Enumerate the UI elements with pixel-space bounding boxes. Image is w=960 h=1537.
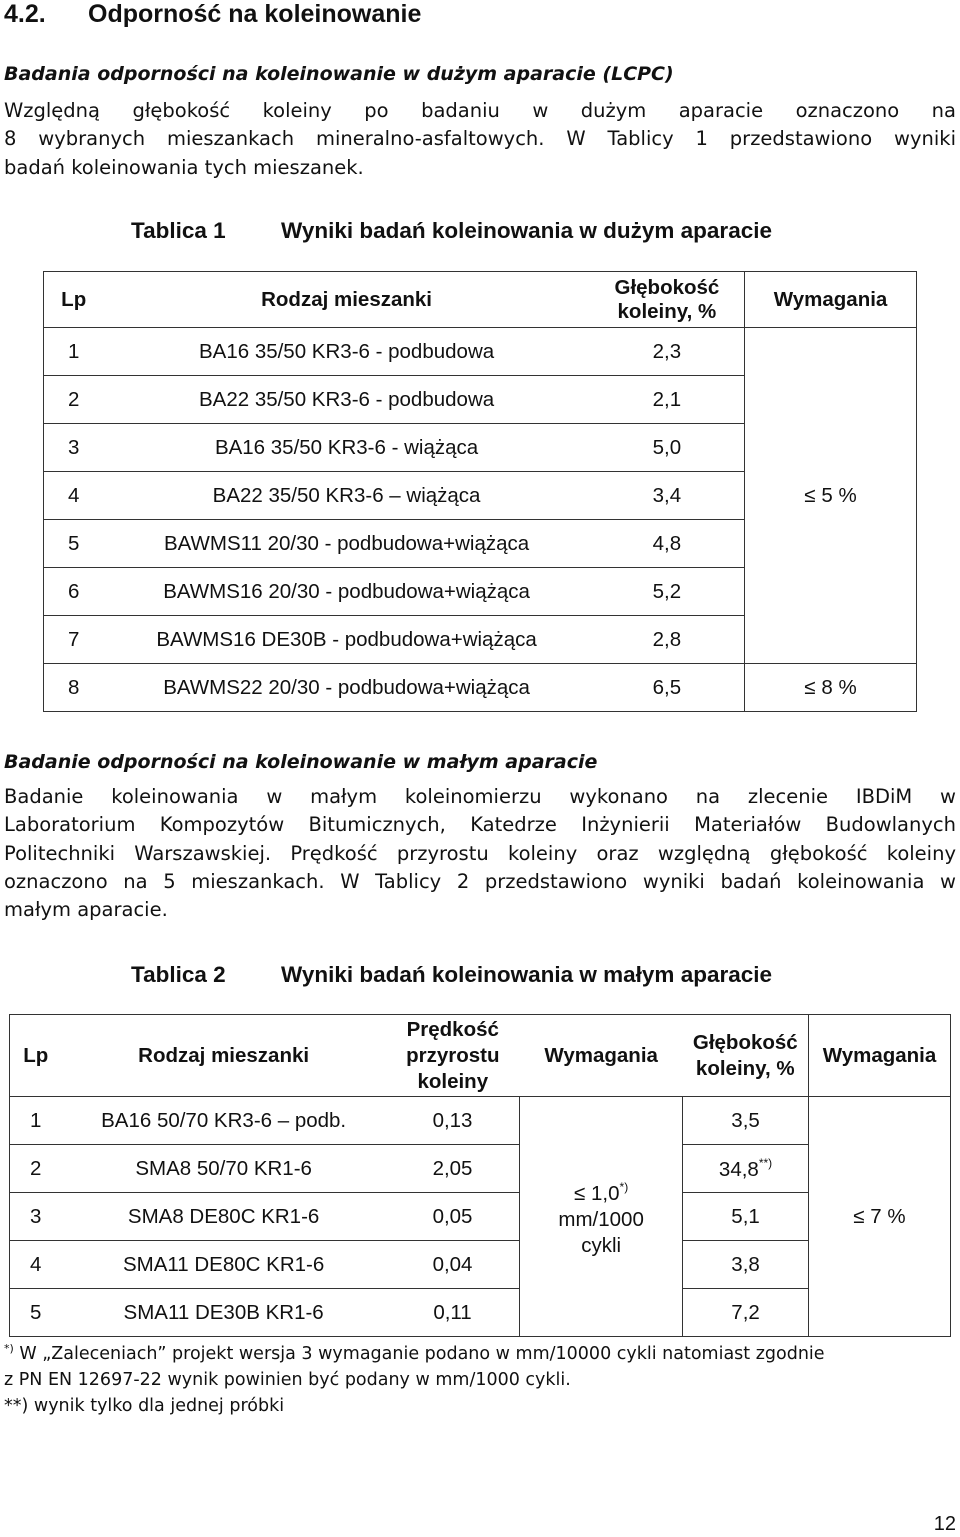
requirement-rate-number: ≤ 1,0 [574,1182,620,1205]
cell-depth: 2,1 [590,376,745,424]
paragraph-line: Politechniki Warszawskiej. Prędkość przyrostu koleiny oraz względną głębokość koleiny [4,841,956,865]
cell-lp: 6 [44,568,104,616]
cell-depth: 5,2 [590,568,745,616]
cell-depth: 5,0 [590,424,745,472]
paragraph-line: Badanie koleinowania w małym koleinomierzu wykonano na zlecenie IBDiM w [4,785,956,808]
paragraph-line: oznaczono na 5 mieszankach. W Tablicy 2 przedstawiono wyniki badań koleinowania w [4,869,956,893]
lcpc-heading: Badania odporności na koleinowanie w dużym aparacie (LCPC) [4,63,674,85]
header-depth: Głębokość koleiny, % [683,1015,809,1097]
footnote-marker: **) [758,1155,773,1170]
cell-mix: BA22 35/50 KR3-6 - podbudowa [103,376,589,424]
cell-lp: 1 [44,328,104,376]
table2-header-row [10,1015,951,1097]
paragraph-line: badań koleinowania tych mieszanek. [4,155,364,179]
cell-lp: 2 [10,1145,62,1193]
cell-rate: 2,05 [386,1145,520,1193]
cell-mix: BA16 35/50 KR3-6 - podbudowa [103,328,589,376]
cell-mix: BA16 50/70 KR3-6 – podb. [61,1097,385,1145]
section-title: Odporność na koleinowanie [88,0,422,28]
footnote-1-line-1: W „Zaleceniach” projekt wersja 3 wymaganie podano w mm/10000 cykli natomiast zgodnie [19,1344,825,1364]
cell-rate: 0,05 [386,1193,520,1241]
cell-lp: 4 [10,1241,62,1289]
cell-requirement-rate [520,1097,683,1337]
footnote-marker: *) [619,1180,629,1194]
footnote-1-line-2: z PN EN 12697-22 wynik powinien być podany w mm/1000 cykli. [4,1370,571,1390]
header-lp: Lp [44,272,104,328]
cell-mix: BA16 35/50 KR3-6 - wiążąca [103,424,589,472]
cell-depth: 3,4 [590,472,745,520]
header-requirements: Wymagania [745,272,917,328]
cell-depth: 5,1 [683,1193,809,1241]
table1-header-row [44,272,917,328]
cell-lp: 8 [44,664,104,712]
cell-lp: 1 [10,1097,62,1145]
table1-title: Wyniki badań koleinowania w dużym aparacie [281,218,772,243]
footnote-2: **) wynik tylko dla jednej próbki [4,1396,285,1416]
requirement-rate-unit: mm/1000 cykli [558,1208,644,1257]
footnote-marker: *) [4,1342,14,1355]
header-mix: Rodzaj mieszanki [61,1015,385,1097]
table1-label: Tablica 1 [131,218,226,243]
lcpc-paragraph [4,97,956,182]
section-number: 4.2. [4,0,46,28]
cell-rate: 0,11 [386,1289,520,1337]
cell-mix: SMA8 DE80C KR1-6 [61,1193,385,1241]
header-depth: Głębokość koleiny, % [590,272,745,328]
header-lp: Lp [10,1015,62,1097]
cell-mix: BAWMS11 20/30 - podbudowa+wiążąca [103,520,589,568]
cell-depth: 4,8 [590,520,745,568]
cell-lp: 5 [44,520,104,568]
cell-requirement-1-7 [745,328,917,664]
requirement-rate-value [574,1182,628,1205]
cell-mix: BA22 35/50 KR3-6 – wiążąca [103,472,589,520]
table2-title: Wyniki badań koleinowania w małym aparacie [281,962,773,987]
cell-depth: 7,2 [683,1289,809,1337]
table-row [44,664,917,712]
cell-lp: 5 [10,1289,62,1337]
cell-depth: 3,5 [683,1097,809,1145]
header-requirements-depth: Wymagania [809,1015,951,1097]
table2-label: Tablica 2 [131,962,226,987]
footnotes [4,1336,956,1419]
cell-depth: 3,8 [683,1241,809,1289]
paragraph-line: 8 wybranych mieszankach mineralno-asfaltowych. W Tablicy 1 przedstawiono wyniki [4,127,956,151]
header-mix: Rodzaj mieszanki [103,272,589,328]
cell-lp: 3 [44,424,104,472]
cell-lp: 4 [44,472,104,520]
cell-requirement-8: ≤ 8 % [745,664,917,712]
cell-depth: 6,5 [590,664,745,712]
cell-lp: 3 [10,1193,62,1241]
small-heading: Badanie odporności na koleinowanie w małym aparacie [4,751,598,773]
table1 [43,271,917,712]
cell-mix: BAWMS16 20/30 - podbudowa+wiążąca [103,568,589,616]
paragraph-line: Względną głębokość koleiny po badaniu w dużym aparacie oznaczono na [4,99,956,122]
depth-value: 34,8 [718,1157,759,1181]
table-row [44,328,917,376]
cell-mix: SMA11 DE80C KR1-6 [61,1241,385,1289]
requirement-value: ≤ 5 % [804,483,857,507]
header-rate: Prędkość przyrostu koleiny [386,1015,520,1097]
cell-rate: 0,04 [386,1241,520,1289]
cell-requirement-depth: ≤ 7 % [809,1097,951,1337]
cell-mix: SMA11 DE30B KR1-6 [61,1289,385,1337]
page-number: 12 [933,1513,956,1535]
paragraph-line: małym aparacie. [4,898,168,922]
cell-mix: BAWMS22 20/30 - podbudowa+wiążąca [103,664,589,712]
cell-mix: BAWMS16 DE30B - podbudowa+wiążąca [103,616,589,664]
header-requirements-rate: Wymagania [520,1015,683,1097]
cell-rate: 0,13 [386,1097,520,1145]
cell-lp: 7 [44,616,104,664]
cell-depth: 2,3 [590,328,745,376]
footnote-1 [4,1336,956,1367]
cell-lp: 2 [44,376,104,424]
cell-depth [683,1145,809,1193]
cell-mix: SMA8 50/70 KR1-6 [61,1145,385,1193]
cell-depth: 2,8 [590,616,745,664]
table-row [10,1097,951,1145]
table2 [9,1014,951,1337]
paragraph-line: Laboratorium Kompozytów Bitumicznych, Katedrze Inżynierii Materiałów Budowlanych [4,813,956,837]
section-heading [4,0,421,29]
small-paragraph [4,783,956,924]
